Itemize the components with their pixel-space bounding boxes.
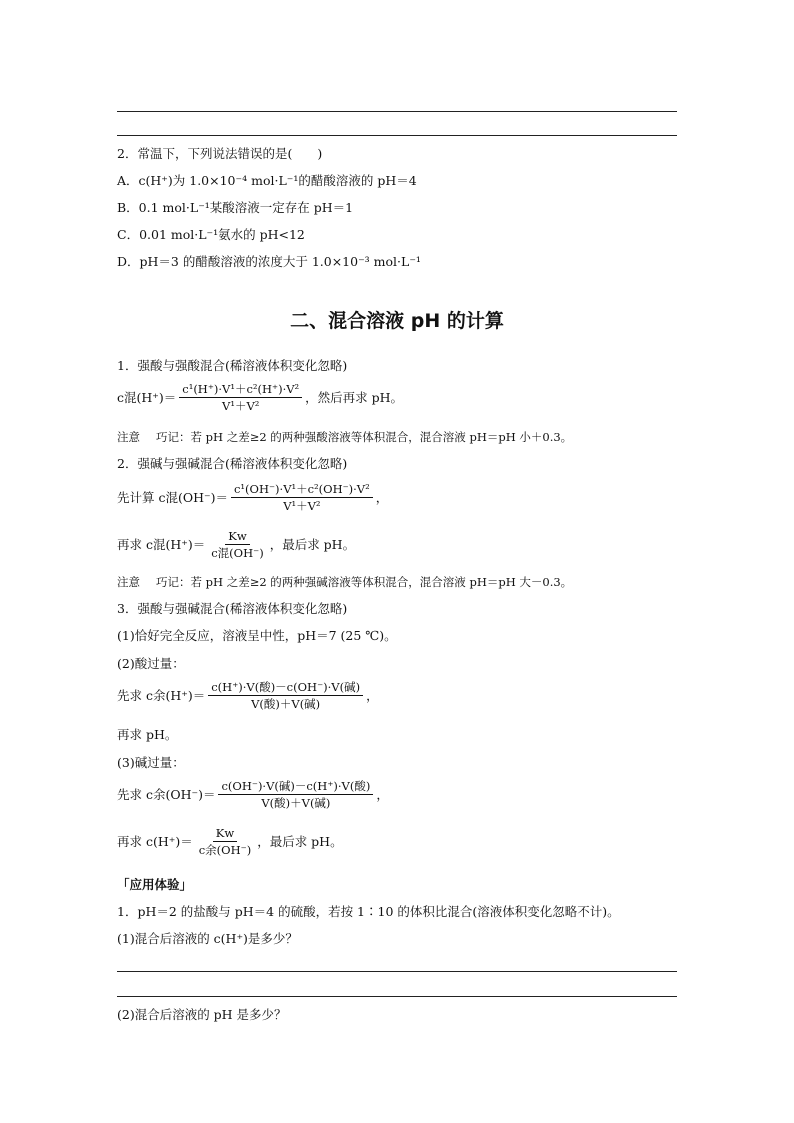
answer-line — [117, 971, 677, 972]
question-stem: 2．常温下，下列说法错误的是( ) — [117, 146, 323, 161]
part3-heading: 3．强酸与强碱混合(稀溶液体积变化忽略) — [117, 601, 348, 616]
formula-lhs: 再求 c(H⁺)＝ — [117, 833, 193, 849]
fraction — [231, 482, 373, 513]
section-title: 二、混合溶液 pH 的计算 — [290, 310, 504, 332]
option-c: C．0.01 mol·L⁻¹氨水的 pH<12 — [117, 227, 305, 242]
fraction — [179, 382, 302, 413]
formula-lhs: c混(H⁺)＝ — [117, 389, 177, 405]
note-label: 注意 — [117, 430, 140, 444]
practice-question: 1．pH＝2 的盐酸与 pH＝4 的硫酸，若按 1∶10 的体积比混合(溶液体积变化忽略不计)。 — [117, 904, 620, 919]
fraction — [208, 529, 266, 560]
note — [117, 429, 572, 445]
numerator: c(OH⁻)·V(碱)－c(H⁺)·V(酸) — [218, 779, 373, 795]
part1-heading: 1．强酸与强酸混合(稀溶液体积变化忽略) — [117, 358, 348, 373]
denominator: c余(OH⁻) — [198, 843, 252, 857]
practice-label: 「应用体验」 — [117, 877, 193, 892]
case-base-excess: (3)碱过量： — [117, 755, 185, 770]
formula-lhs: 先求 c余(OH⁻)＝ — [117, 786, 216, 802]
note-text: 巧记：若 pH 之差≥2 的两种强碱溶液等体积混合，混合溶液 pH＝pH 大－0.3。 — [156, 575, 573, 589]
fraction — [196, 826, 254, 857]
formula-acid-excess — [117, 680, 379, 711]
formula-acid-mix — [117, 382, 403, 413]
denominator: V¹＋V² — [222, 399, 260, 413]
answer-line — [117, 996, 677, 997]
formula-tail: ， — [375, 489, 389, 505]
answer-line — [117, 111, 677, 112]
numerator: Kw — [225, 529, 249, 545]
option-b: B．0.1 mol·L⁻¹某酸溶液一定存在 pH＝1 — [117, 200, 354, 215]
fraction — [208, 680, 363, 711]
formula-lhs: 先求 c余(H⁺)＝ — [117, 687, 206, 703]
denominator: V¹＋V² — [283, 499, 321, 513]
answer-line — [117, 135, 677, 136]
formula-base-h2 — [117, 826, 343, 857]
denominator: V(酸)＋V(碱) — [251, 697, 321, 711]
denominator: c混(OH⁻) — [211, 546, 264, 560]
note — [117, 574, 572, 590]
option-d: D．pH＝3 的醋酸溶液的浓度大于 1.0×10⁻³ mol·L⁻¹ — [117, 254, 421, 269]
note-label: 注意 — [117, 575, 140, 589]
case-acid-excess: (2)酸过量： — [117, 656, 185, 671]
numerator: c¹(H⁺)·V¹＋c²(H⁺)·V² — [179, 382, 302, 398]
fraction — [218, 779, 373, 810]
formula-lhs: 先计算 c混(OH⁻)＝ — [117, 489, 228, 505]
practice-sub-question: (1)混合后溶液的 c(H⁺)是多少？ — [117, 931, 298, 946]
then-ph: 再求 pH。 — [117, 727, 178, 742]
formula-tail: ， — [366, 687, 379, 703]
part2-heading: 2．强碱与强碱混合(稀溶液体积变化忽略) — [117, 456, 348, 471]
formula-tail: ，最后求 pH。 — [269, 536, 356, 552]
formula-lhs: 再求 c混(H⁺)＝ — [117, 536, 206, 552]
formula-tail: ，然后再求 pH。 — [305, 389, 404, 405]
formula-base-excess — [117, 779, 389, 810]
formula-tail: ，最后求 pH。 — [257, 833, 343, 849]
numerator: c¹(OH⁻)·V¹＋c²(OH⁻)·V² — [231, 482, 373, 498]
formula-tail: ， — [376, 786, 389, 802]
formula-base-mix — [117, 482, 388, 513]
note-text: 巧记：若 pH 之差≥2 的两种强酸溶液等体积混合，混合溶液 pH＝pH 小＋0.3。 — [156, 430, 573, 444]
numerator: Kw — [213, 826, 237, 842]
option-a: A．c(H⁺)为 1.0×10⁻⁴ mol·L⁻¹的醋酸溶液的 pH＝4 — [117, 173, 417, 188]
numerator: c(H⁺)·V(酸)－c(OH⁻)·V(碱) — [208, 680, 363, 696]
practice-sub-question: (2)混合后溶液的 pH 是多少？ — [117, 1007, 287, 1022]
case-neutral: (1)恰好完全反应，溶液呈中性，pH＝7 (25 ℃)。 — [117, 628, 397, 643]
formula-base-h — [117, 529, 355, 560]
denominator: V(酸)＋V(碱) — [261, 796, 331, 810]
